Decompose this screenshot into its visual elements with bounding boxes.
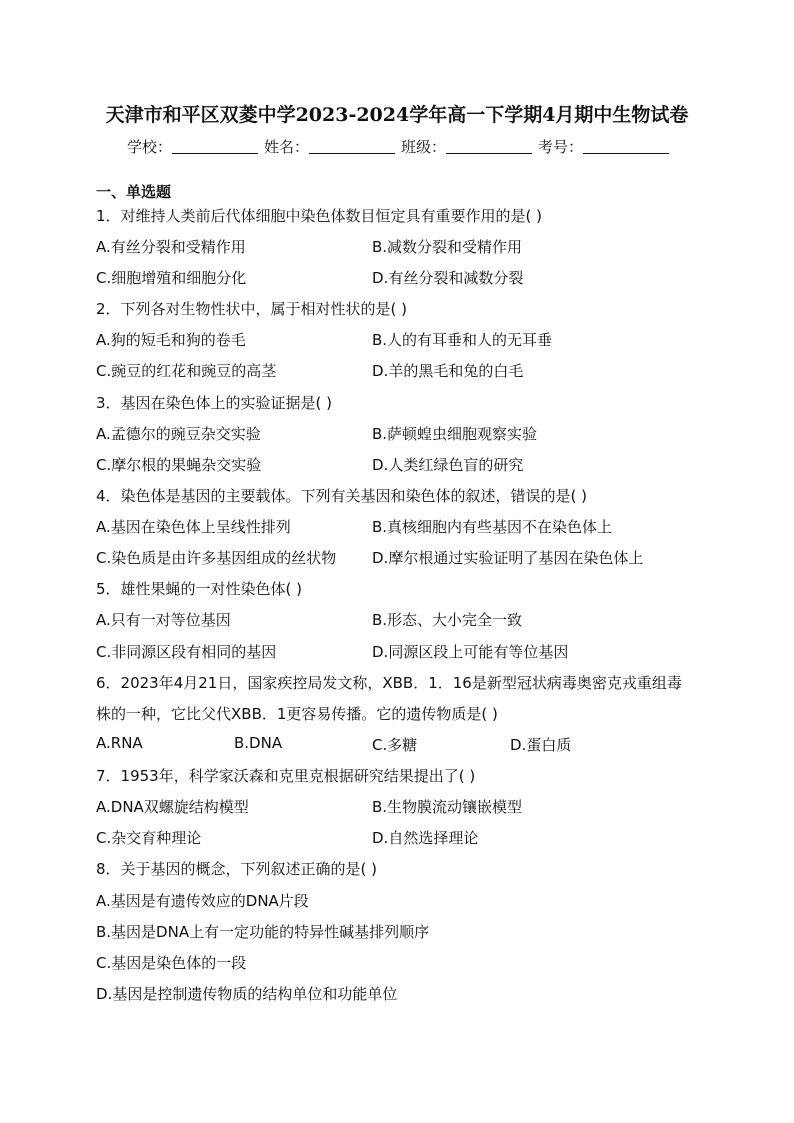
question-1-option-b: B.减数分裂和受精作用: [372, 238, 523, 256]
question-5-option-c: C.非同源区段有相同的基因: [96, 643, 277, 661]
class-label: 班级：: [401, 138, 447, 156]
question-2-option-c: C.豌豆的红花和豌豆的高茎: [96, 362, 277, 380]
question-6-option-c: C.多糖: [372, 736, 418, 754]
question-5-option-a: A.只有一对等位基因: [96, 611, 231, 629]
question-1-stem: 1．对维持人类前后代体细胞中染色体数目恒定具有重要作用的是( ): [96, 207, 543, 225]
question-3-option-b: B.萨顿蝗虫细胞观察实验: [372, 425, 538, 443]
question-8-option-c: C.基因是染色体的一段: [96, 954, 247, 972]
question-7-option-d: D.自然选择理论: [372, 829, 479, 847]
question-8-option-b: B.基因是DNA上有一定功能的特异性碱基排列顺序: [96, 923, 430, 941]
name-blank[interactable]: [309, 139, 395, 154]
question-7-option-c: C.杂交育种理论: [96, 829, 202, 847]
question-4-option-a: A.基因在染色体上呈线性排列: [96, 518, 291, 536]
question-7-option-a: A.DNA双螺旋结构模型: [96, 798, 249, 816]
question-8-stem: 8．关于基因的概念，下列叙述正确的是( ): [96, 860, 378, 878]
question-1-option-d: D.有丝分裂和减数分裂: [372, 269, 524, 287]
question-2-option-a: A.狗的短毛和狗的卷毛: [96, 331, 246, 349]
question-4-option-d: D.摩尔根通过实验证明了基因在染色体上: [372, 549, 644, 567]
question-5-option-d: D.同源区段上可能有等位基因: [372, 643, 569, 661]
question-8-option-a: A.基因是有遗传效应的DNA片段: [96, 892, 309, 910]
question-3-option-d: D.人类红绿色盲的研究: [372, 456, 524, 474]
name-label: 姓名：: [263, 138, 309, 156]
question-3-option-a: A.孟德尔的豌豆杂交实验: [96, 425, 261, 443]
question-3-stem: 3．基因在染色体上的实验证据是( ): [96, 394, 333, 412]
number-blank[interactable]: [583, 139, 669, 154]
question-8-option-d: D.基因是控制遗传物质的结构单位和功能单位: [96, 985, 398, 1003]
number-label: 考号：: [538, 138, 584, 156]
section-heading: 一、单选题: [96, 183, 172, 201]
question-4-stem: 4．染色体是基因的主要载体。下列有关基因和染色体的叙述，错误的是( ): [96, 487, 588, 505]
class-blank[interactable]: [446, 139, 532, 154]
question-1-option-a: A.有丝分裂和受精作用: [96, 238, 246, 256]
question-2-option-d: D.羊的黑毛和兔的白毛: [372, 362, 524, 380]
question-6-stem-line-2: 株的一种，它比父代XBB．1更容易传播。它的遗传物质是( ): [96, 705, 498, 723]
school-label: 学校：: [126, 138, 172, 156]
question-6-option-a: A.RNA: [96, 734, 143, 752]
question-3-option-c: C.摩尔根的果蝇杂交实验: [96, 456, 262, 474]
question-7-stem: 7．1953年，科学家沃森和克里克根据研究结果提出了( ): [96, 767, 476, 785]
question-4-option-b: B.真核细胞内有些基因不在染色体上: [372, 518, 613, 536]
question-2-option-b: B.人的有耳垂和人的无耳垂: [372, 331, 553, 349]
question-6-option-d: D.蛋白质: [510, 736, 572, 754]
student-info-row: [0, 136, 794, 157]
question-1-option-c: C.细胞增殖和细胞分化: [96, 269, 247, 287]
school-blank[interactable]: [172, 139, 258, 154]
exam-title: 天津市和平区双菱中学2023-2024学年高一下学期4月期中生物试卷: [105, 104, 689, 126]
question-7-option-b: B.生物膜流动镶嵌模型: [372, 798, 523, 816]
question-5-stem: 5．雄性果蝇的一对性染色体( ): [96, 580, 303, 598]
question-5-option-b: B.形态、大小完全一致: [372, 611, 523, 629]
question-6-option-b: B.DNA: [234, 734, 283, 752]
question-6-stem-line-1: 6．2023年4月21日，国家疾控局发文称，XBB．1．16是新型冠状病毒奥密克戎重组毒: [96, 674, 682, 692]
question-2-stem: 2．下列各对生物性状中，属于相对性状的是( ): [96, 300, 408, 318]
question-4-option-c: C.染色质是由许多基因组成的丝状物: [96, 549, 337, 567]
